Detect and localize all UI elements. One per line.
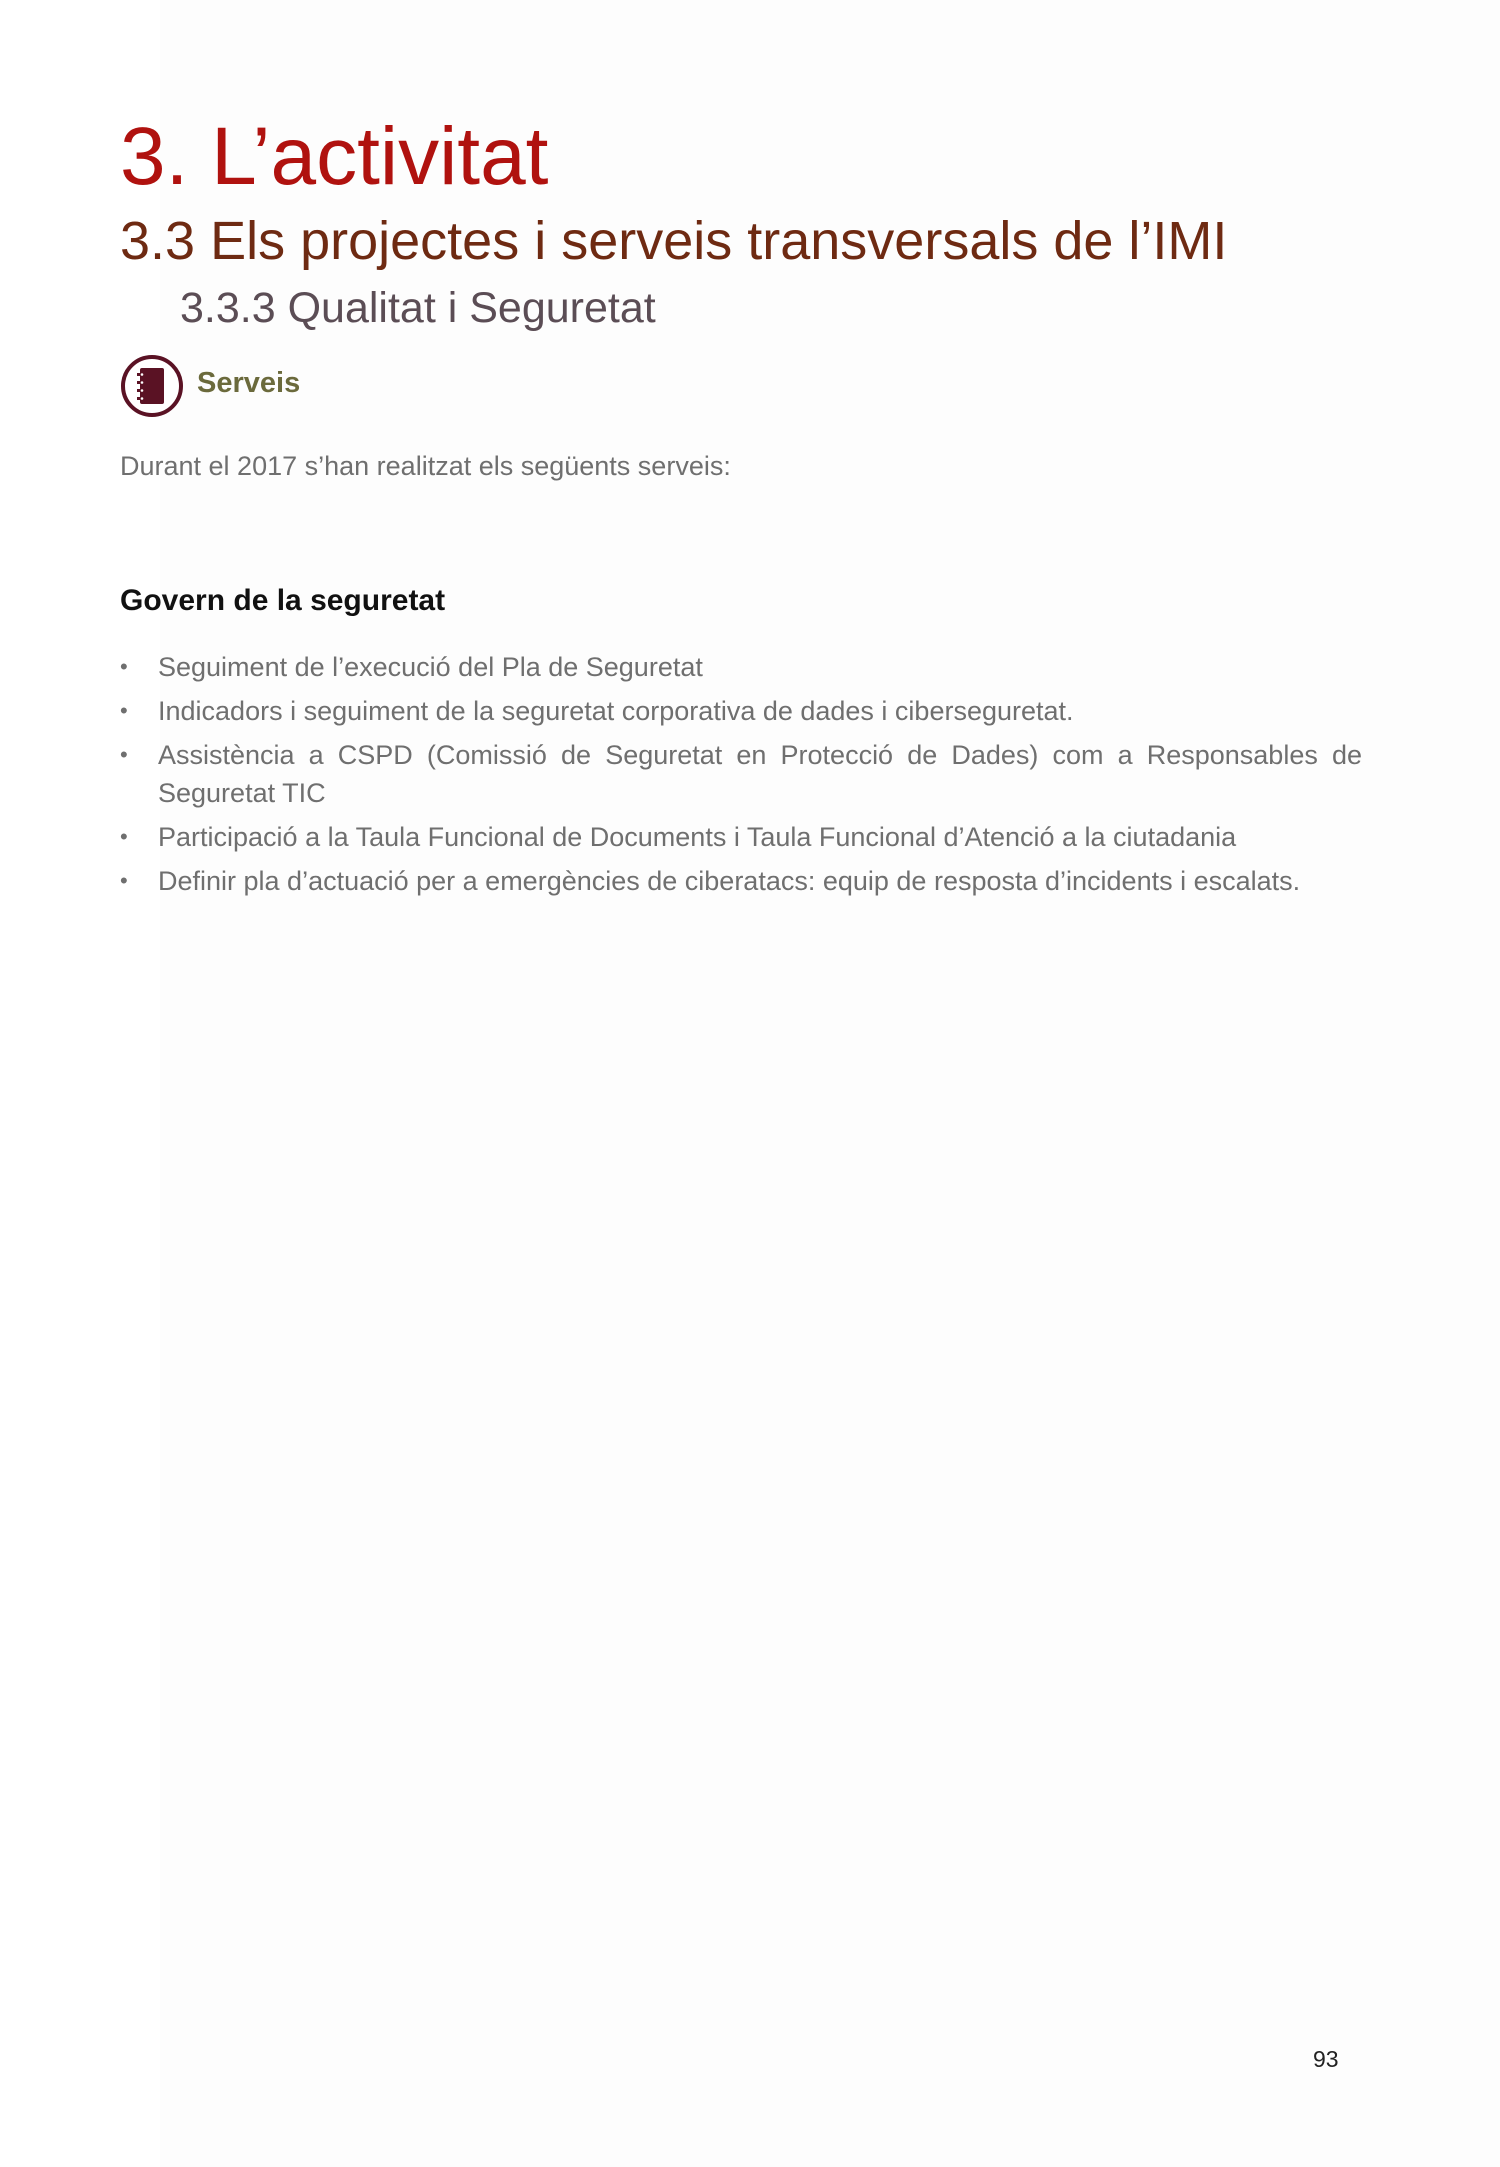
bullet-icon: • bbox=[120, 868, 128, 893]
intro-paragraph: Durant el 2017 s’han realitzat els següents serveis: bbox=[120, 451, 731, 481]
subsection-title: 3.3.3 Qualitat i Seguretat bbox=[180, 284, 656, 332]
list-item-text: Definir pla d’actuació per a emergències de ciberatacs: equip de resposta d’incidents i escalats. bbox=[158, 866, 1301, 896]
list-item bbox=[120, 736, 1362, 812]
list-item bbox=[120, 862, 1362, 900]
list-item-text: Seguiment de l’execució del Pla de Seguretat bbox=[158, 652, 703, 682]
list-item bbox=[120, 692, 1362, 730]
bullet-icon: • bbox=[120, 742, 128, 767]
bullet-icon: • bbox=[120, 824, 128, 849]
list-item-text: Assistència a CSPD (Comissió de Seguretat en Protecció de Dades) com a Responsables de Seguretat TIC bbox=[158, 740, 1362, 808]
section-title: 3.3 Els projectes i serveis transversals de l’IMI bbox=[120, 211, 1228, 271]
page-number: 93 bbox=[1313, 2046, 1339, 2072]
bullet-icon: • bbox=[120, 654, 128, 679]
notebook-icon bbox=[120, 354, 184, 418]
list-item bbox=[120, 818, 1362, 856]
serveis-label: Serveis bbox=[197, 367, 301, 399]
bullet-icon: • bbox=[120, 698, 128, 723]
govern-heading: Govern de la seguretat bbox=[120, 584, 446, 617]
chapter-title: 3. L’activitat bbox=[120, 111, 549, 202]
list-item-text: Participació a la Taula Funcional de Documents i Taula Funcional d’Atenció a la ciutadania bbox=[158, 822, 1237, 852]
services-list bbox=[120, 648, 1362, 906]
list-item-text: Indicadors i seguiment de la seguretat corporativa de dades i ciberseguretat. bbox=[158, 696, 1074, 726]
list-item bbox=[120, 648, 1362, 686]
